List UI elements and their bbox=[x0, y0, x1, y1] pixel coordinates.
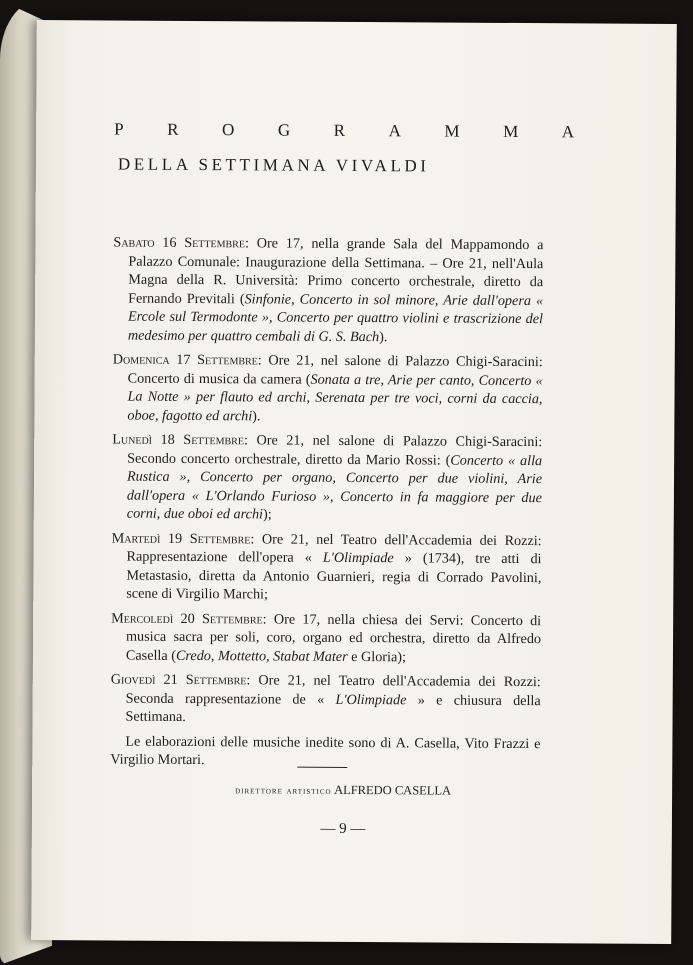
entry-tail: ). bbox=[379, 328, 388, 345]
entry-text: : Ore 17, nella chiesa dei Servi: Concerto di musica sacra per soli, coro, organo ed orchestra, diretto da Alfredo Casella ( bbox=[125, 610, 542, 664]
title-letter: M bbox=[444, 121, 460, 141]
entry-day: Mercoledì 20 Settembre bbox=[111, 610, 263, 627]
title-letter: O bbox=[221, 120, 235, 140]
page-number: — 9 — bbox=[320, 820, 366, 838]
artistic-director-line bbox=[112, 782, 574, 800]
entry-works: Sinfonie, Concerto in sol minore, Arie dall'opera « Ercole sul Termodonte », Concerto per quattro violini e trascrizione del medesimo per quattro cembali di G. S. Bach bbox=[127, 290, 544, 345]
entry-text: : Ore 17, nella grande Sala del Mappamondo a Palazzo Comunale: Inaugurazione della Settimana. – Ore 21, nell'Aula Magna della R. Università: Primo concerto orchestrale, diretto da Fernando Previtali ( bbox=[128, 235, 544, 307]
program-entry-domenica bbox=[112, 351, 542, 428]
entry-text: : Ore 21, nel salone di Palazzo Chigi-Saracini: Secondo concerto orchestrale, diretto da Mario Rossi: ( bbox=[127, 432, 543, 469]
entry-day: Domenica 17 Settembre bbox=[112, 351, 258, 369]
program-body bbox=[110, 234, 543, 772]
title-letter: A bbox=[561, 122, 575, 142]
title-letter: A bbox=[388, 121, 401, 141]
page-subtitle: DELLA SETTIMANA VIVALDI bbox=[117, 154, 430, 176]
entry-day: Giovedì 21 Settembre bbox=[110, 671, 247, 689]
entry-works: L'Olimpiade bbox=[322, 549, 394, 567]
entry-text: : Ore 21, nel Teatro dell'Accademia dei Rozzi: Rappresentazione dell'opera « bbox=[126, 530, 542, 566]
title-letter: P bbox=[114, 119, 124, 139]
program-entry-sabato bbox=[113, 234, 544, 348]
program-entry-lunedi bbox=[112, 431, 543, 526]
closing-note: Le elaborazioni delle musiche inedite sono di A. Casella, Vito Frazzi e Virgilio Mortari. bbox=[110, 733, 541, 769]
page-title-programma bbox=[114, 120, 574, 143]
title-letter: M bbox=[503, 121, 519, 141]
show-through-text bbox=[118, 184, 125, 200]
title-letter: R bbox=[167, 119, 179, 139]
entry-tail: » (1734), tre atti di Metastasio, diretta da Antonio Guarnieri, regia di Corrado Pavolini, scene di Virgilio Marchi; bbox=[126, 550, 542, 603]
entry-day: Sabato 16 Settembre bbox=[113, 234, 246, 252]
title-letter: G bbox=[277, 120, 291, 140]
title-letter: R bbox=[333, 120, 346, 140]
entry-tail: » e chiusura della Settimana. bbox=[125, 691, 541, 725]
entry-tail: ); bbox=[262, 506, 272, 523]
program-entry-giovedi bbox=[111, 671, 541, 729]
entry-works: Credo, Mottetto, Stabat Mater bbox=[175, 647, 348, 665]
entry-works: Concerto « alla Rustica », Concerto per organo, Concerto per due violini, Arie dall'opera « L'Orlando Furioso », Concerto in fa maggiore per due corni, due oboi ed archi bbox=[126, 452, 543, 523]
program-entry-mercoledi bbox=[111, 609, 541, 667]
entry-tail: e Gloria); bbox=[347, 648, 407, 665]
entry-tail: ). bbox=[252, 407, 261, 424]
entry-day: Martedì 19 Settembre bbox=[111, 530, 251, 547]
entry-day: Lunedì 18 Settembre bbox=[112, 431, 245, 449]
book-page bbox=[31, 20, 677, 944]
entry-works: L'Olimpiade bbox=[335, 691, 407, 708]
entry-works: Sonata a tre, Arie per canto, Concerto « La Notte » per flauto ed archi, Serenata per tre voci, corni da caccia, oboe, fagotto ed archi bbox=[127, 371, 543, 424]
director-name: ALFREDO CASELLA bbox=[334, 782, 452, 798]
program-entry-martedi bbox=[111, 529, 541, 606]
director-label: direttore artistico bbox=[235, 785, 332, 797]
entry-text: : Ore 21, nel Teatro dell'Accademia dei Rozzi: Seconda rappresentazione de « bbox=[125, 672, 541, 708]
entry-text: : Ore 21, nel salone di Palazzo Chigi-Saracini: Concerto di musica da camera ( bbox=[127, 352, 543, 388]
